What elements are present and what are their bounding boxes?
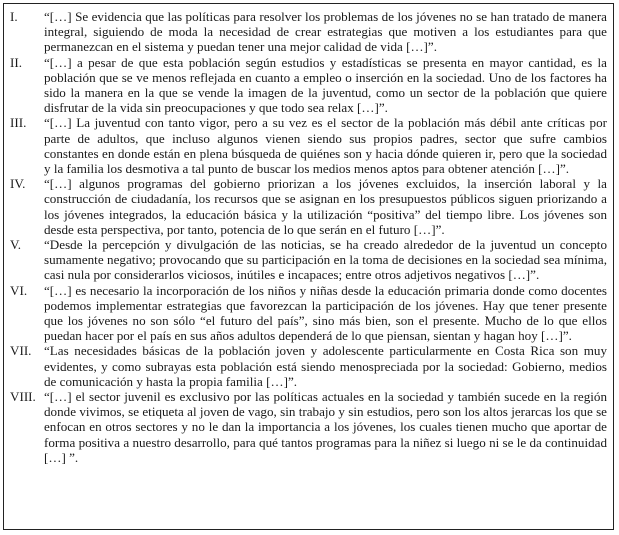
quote-numeral: VI. — [10, 282, 28, 298]
quote-numeral: I. — [10, 9, 18, 24]
quote-numeral: II. — [10, 54, 22, 70]
quote-item-6 — [10, 283, 607, 344]
quote-item-5 — [10, 237, 607, 283]
quote-text: “[…] La juventud con tanto vigor, pero a su vez es el sector de la población más débil ante críticas por parte de adultos, que incluso algunos vienen siendo sus propios padres, sector que sufre cambios constantes en donde están en plena búsqueda de quiénes son y hacia dónde quieren ir, pero que la sociedad y la familia los desmotiva a tal punto de buscar los medios menos aptos para obtener atención […]”. — [44, 115, 607, 177]
quote-item-3 — [10, 115, 607, 176]
quote-numeral: IV. — [10, 176, 26, 192]
quote-text: “Desde la percepción y divulgación de las noticias, se ha creado alrededor de la juventud un concepto sumamente negativo; provocando que su participación en la toma de decisiones en la sociedad sea mínima, casi nula por considerarlos viciosos, inútiles e incapaces; entre otros adjetivos negativos […]”. — [44, 237, 607, 283]
quote-item-1 — [10, 9, 607, 55]
quote-numeral: VIII. — [10, 389, 36, 405]
quotes-box — [3, 3, 614, 530]
quote-text: “[…] Se evidencia que las políticas para resolver los problemas de los jóvenes no se han tratado de manera integral, siguiendo de moda la necesidad de crear estrategias que motiven a los estudiantes para que permanezcan en el sistema y puedan tener una mejor calidad de vida […]”. — [44, 9, 607, 55]
quote-numeral: V. — [10, 237, 22, 253]
quote-item-2 — [10, 55, 607, 116]
quote-text: “Las necesidades básicas de la población joven y adolescente particularmente en Costa Rica son muy evidentes, y como subrayas esta población está siendo menospreciada por la sociedad: Gobierno, medios de comunicación y hasta la propia familia […]”. — [44, 343, 607, 389]
quote-numeral: III. — [10, 115, 27, 131]
quote-item-8 — [10, 389, 607, 465]
quote-text: “[…] a pesar de que esta población según estudios y estadísticas se presenta en mayor cantidad, es la población que se ve menos reflejada en cuanto a empleo o inserción en la sociedad. Uno de los factores ha sido la manera en la que se vende la imagen de la juventud, como un sector de la población que quiere disfrutar de la vida sin preocupaciones y que todo sea relax […]”. — [44, 54, 607, 116]
quote-item-7 — [10, 343, 607, 389]
quote-text: “[…] el sector juvenil es exclusivo por las políticas actuales en la sociedad y también sucede en la región donde vivimos, se etiqueta al joven de vago, sin trabajo y sin estudios, pero son los altos jerarcas los que se enfocan en otros sectores y no le dan la importancia a los jóvenes, los cuales tienen mucho que aportar de forma positiva a nuestro desarrollo, para qué tantos programas para la niñez si luego ni se le da continuidad […] ”. — [44, 389, 607, 465]
quote-item-4 — [10, 176, 607, 237]
quote-text: “[…] algunos programas del gobierno priorizan a los jóvenes excluidos, la inserción laboral y la construcción de ciudadanía, los recursos que se asignan en los presupuestos públicos siguen priorizando a los jóvenes integrados, la educación básica y la utilización “positiva” del tiempo libre. Los jóvenes son desde esta perspectiva, por tanto, potencia de lo que serán en el futuro […]”. — [44, 176, 607, 237]
quote-text: “[…] es necesario la incorporación de los niños y niñas desde la educación primaria donde como docentes podemos implementar estrategias que favorezcan la participación de los jóvenes. Hay que tener presente que los jóvenes no son sólo “el futuro del país”, sino más bien, son el presente. Mucho de lo que ellos puedan hacer por el país en sus años adultos dependerá de lo que piensan, sientan y hagan hoy […]”. — [44, 282, 607, 344]
quote-numeral: VII. — [10, 343, 32, 359]
